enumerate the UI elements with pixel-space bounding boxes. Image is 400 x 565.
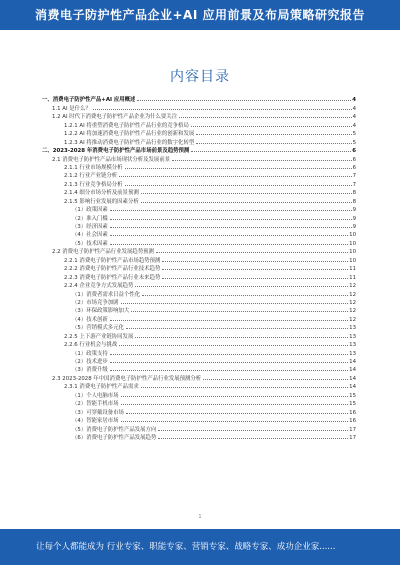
toc-entry-page: 10: [349, 257, 356, 264]
toc-entry[interactable]: [42, 264, 356, 272]
toc-entry[interactable]: [42, 95, 356, 103]
toc-leader-dots: [196, 134, 351, 135]
header-bar: [0, 0, 400, 30]
toc-entry-page: 8: [352, 198, 356, 205]
footer-bar: [0, 529, 400, 565]
toc-entry[interactable]: [42, 407, 356, 415]
toc-entry-label: （5）技术因素: [72, 240, 108, 247]
toc-entry[interactable]: [42, 103, 356, 111]
toc-entry-page: 14: [349, 375, 356, 382]
toc-entry[interactable]: [42, 213, 356, 221]
toc-entry-label: （6）消费电子防护性产品发展趋势: [72, 434, 157, 441]
toc-entry[interactable]: [42, 129, 356, 137]
report-title: 消费电子防护性产品企业+AI 应用前景及布局策略研究报告: [35, 8, 365, 22]
toc-entry-label: 2.2.2 消费电子防护性产品行业技术趋势: [64, 266, 161, 273]
toc-entry-label: （4）社会因素: [72, 232, 108, 239]
toc-entry-page: 13: [349, 342, 356, 349]
toc-entry-label: 2.3.1 消费电子防护性产品需求: [64, 384, 139, 391]
toc-entry-page: 6: [352, 156, 356, 163]
toc-entry-page: 4: [352, 122, 356, 129]
toc-entry-label: 2.2.3 消费电子防护性产品行业未来趋势: [64, 274, 161, 281]
toc-entry-page: 9: [352, 207, 356, 214]
toc-entry-label: 2.2 消费电子防护性产品行业发展趋势预测: [52, 249, 154, 256]
toc-leader-dots: [162, 278, 348, 279]
toc-entry-page: 6: [352, 164, 356, 171]
toc-entry[interactable]: [42, 348, 356, 356]
toc-entry[interactable]: [42, 340, 356, 348]
toc-entry[interactable]: [42, 120, 356, 128]
toc-leader-dots: [110, 244, 348, 245]
toc-entry-page: 12: [349, 283, 356, 290]
toc-leader-dots: [137, 100, 351, 101]
toc-entry-page: 4: [352, 114, 356, 121]
toc-leader-dots: [119, 176, 351, 177]
toc-leader-dots: [141, 202, 352, 203]
toc-entry-page: 17: [349, 434, 356, 441]
toc-entry[interactable]: [42, 196, 356, 204]
toc-leader-dots: [121, 303, 349, 304]
toc-entry-page: 10: [349, 232, 356, 239]
toc-entry[interactable]: [42, 154, 356, 162]
toc-leader-dots: [158, 430, 348, 431]
table-of-contents: [42, 95, 356, 441]
toc-entry[interactable]: [42, 255, 356, 263]
toc-entry-page: 14: [349, 384, 356, 391]
toc-entry-label: 2.1.1 行业市场规模分析: [64, 164, 123, 171]
toc-leader-dots: [172, 160, 351, 161]
toc-entry[interactable]: [42, 424, 356, 432]
toc-entry-label: 2.2.4 企业竞争方式发展趋势: [64, 283, 134, 290]
toc-entry[interactable]: [42, 222, 356, 230]
toc-entry-page: 11: [349, 266, 356, 273]
toc-leader-dots: [135, 286, 348, 287]
footer-slogan: 让每个人都能成为 行业专家、职能专家、营销专家、战略专家、成功企业家......: [36, 542, 336, 552]
toc-entry-page: 17: [349, 426, 356, 433]
toc-entry-label: 2.3 2023-2028 年中国消费电子防护性产品行业发展预测分析: [52, 375, 202, 382]
toc-entry[interactable]: [42, 171, 356, 179]
toc-entry[interactable]: [42, 112, 356, 120]
toc-entry-label: （4）技术创新: [72, 316, 108, 323]
toc-entry-page: 10: [349, 240, 356, 247]
toc-entry-label: 2.1.4 细分市场分析及前景预测: [64, 190, 139, 197]
toc-entry-label: （1）政策支持: [72, 350, 108, 357]
toc-leader-dots: [110, 370, 348, 371]
toc-entry-page: 7: [352, 181, 356, 188]
toc-leader-dots: [141, 193, 352, 194]
toc-entry-page: 13: [349, 325, 356, 332]
toc-entry-label: （3）经济因素: [72, 224, 108, 230]
toc-leader-dots: [119, 345, 348, 346]
toc-entry[interactable]: [42, 146, 356, 154]
toc-entry-label: （5）消费电子防护性产品发展方向: [72, 426, 157, 433]
toc-entry[interactable]: [42, 238, 356, 246]
toc-entry-label: 1.2.3 AI 将推动消费电子防护性产品行业的数字化转型: [64, 139, 195, 146]
toc-entry-page: 16: [349, 418, 356, 425]
toc-entry-label: （2）准入门槛: [72, 215, 108, 222]
toc-leader-dots: [125, 185, 352, 186]
toc-leader-dots: [126, 413, 348, 414]
toc-leader-dots: [110, 362, 348, 363]
toc-entry[interactable]: [42, 137, 356, 145]
toc-entry-label: 2.2.1 消费电子防护性产品市场趋势预测: [64, 257, 161, 264]
toc-entry[interactable]: [42, 331, 356, 339]
toc-entry[interactable]: [42, 357, 356, 365]
toc-entry-label: 2.1 消费电子防护性产品市场现状分析及发展前景: [52, 156, 171, 163]
toc-leader-dots: [158, 438, 348, 439]
toc-entry-page: 7: [352, 173, 356, 180]
page-number: 1: [198, 514, 202, 520]
toc-entry-page: 5: [352, 131, 356, 138]
toc-entry-label: （2）市场竞争加剧: [72, 299, 119, 306]
toc-entry[interactable]: [42, 272, 356, 280]
toc-entry[interactable]: [42, 306, 356, 314]
toc-entry[interactable]: [42, 298, 356, 306]
toc-leader-dots: [191, 151, 351, 152]
toc-leader-dots: [141, 387, 348, 388]
toc-entry[interactable]: [42, 323, 356, 331]
toc-entry[interactable]: [42, 179, 356, 187]
toc-entry-page: 14: [349, 367, 356, 374]
toc-entry[interactable]: [42, 314, 356, 322]
toc-leader-dots: [121, 396, 349, 397]
toc-leader-dots: [135, 337, 348, 338]
toc-leader-dots: [156, 252, 348, 253]
toc-entry-label: （3）环保政策影响加大: [72, 308, 130, 315]
toc-leader-dots: [121, 404, 349, 405]
toc-entry-label: （3）消费升级: [72, 367, 108, 374]
toc-entry[interactable]: [42, 416, 356, 424]
toc-entry-page: 4: [352, 97, 356, 104]
toc-entry-label: （1）政策因素: [72, 207, 108, 214]
toc-entry[interactable]: [42, 163, 356, 171]
toc-entry-page: 11: [349, 274, 356, 281]
toc-entry-label: （1）消费者需求日益个性化: [72, 291, 141, 298]
toc-entry[interactable]: [42, 365, 356, 373]
toc-entry-page: 12: [349, 291, 356, 298]
toc-entry[interactable]: [42, 281, 356, 289]
toc-leader-dots: [191, 126, 352, 127]
toc-leader-dots: [110, 235, 348, 236]
toc-entry-page: 15: [349, 401, 356, 408]
toc-entry-page: 10: [349, 249, 356, 256]
toc-entry-label: 2.1.5 影响行业发展的因素分析: [64, 198, 139, 205]
toc-title: 内容目录: [170, 69, 230, 85]
toc-leader-dots: [162, 269, 348, 270]
toc-entry-label: 2.1.2 行业产业链分析: [64, 173, 118, 180]
toc-leader-dots: [125, 168, 352, 169]
toc-entry-page: 8: [352, 190, 356, 197]
toc-leader-dots: [179, 117, 351, 118]
toc-entry[interactable]: [42, 382, 356, 390]
toc-leader-dots: [162, 261, 348, 262]
toc-entry-page: 6: [352, 148, 356, 155]
toc-leader-dots: [203, 379, 348, 380]
toc-entry-label: 一、消费电子防护性产品+AI 应用概述: [42, 97, 136, 104]
toc-entry-page: 16: [349, 409, 356, 416]
toc-entry-page: 12: [349, 299, 356, 306]
toc-entry[interactable]: [42, 247, 356, 255]
toc-leader-dots: [131, 311, 348, 312]
toc-entry[interactable]: [42, 289, 356, 297]
toc-entry-page: 5: [352, 139, 356, 146]
toc-entry-label: （1）个人电脑市场: [72, 392, 119, 399]
toc-entry-page: 9: [352, 215, 356, 222]
toc-entry-label: （3）可穿戴设备市场: [72, 409, 124, 416]
toc-leader-dots: [110, 354, 348, 355]
toc-entry-label: （4）智能家居市场: [72, 418, 119, 425]
toc-leader-dots: [110, 219, 352, 220]
toc-entry[interactable]: [42, 188, 356, 196]
toc-entry-label: 1.1 AI 是什么？: [52, 105, 91, 112]
toc-leader-dots: [121, 421, 349, 422]
toc-entry-label: 1.2.2 AI 将加速消费电子防护性产品行业的创新和发展: [64, 131, 195, 138]
toc-entry-page: 4: [352, 105, 356, 112]
toc-leader-dots: [110, 227, 352, 228]
toc-entry-page: 13: [349, 333, 356, 340]
toc-entry-label: 1.2.1 AI 将重塑消费电子防护性产品行业的竞争格局: [64, 122, 189, 129]
toc-leader-dots: [93, 109, 352, 110]
toc-entry[interactable]: [42, 205, 356, 213]
toc-entry-page: 13: [349, 350, 356, 357]
toc-leader-dots: [110, 320, 348, 321]
toc-entry[interactable]: [42, 399, 356, 407]
toc-entry-label: 2.1.3 行业竞争格局分析: [64, 181, 123, 188]
toc-leader-dots: [110, 210, 352, 211]
toc-entry-label: 1.2 AI 时代下消费电子防护性产品企业为什么要关注: [52, 114, 178, 121]
toc-entry-label: 2.2.5 上下游产业链协同发展: [64, 333, 134, 340]
toc-leader-dots: [142, 295, 348, 296]
toc-entry-page: 9: [352, 224, 356, 230]
toc-entry[interactable]: [42, 230, 356, 238]
toc-entry-label: 2.2.6 行业机会与挑战: [64, 342, 118, 349]
toc-entry-label: （2）智能手机市场: [72, 401, 119, 408]
toc-entry-page: 12: [349, 308, 356, 315]
toc-entry[interactable]: [42, 390, 356, 398]
toc-entry-page: 14: [349, 359, 356, 365]
toc-entry[interactable]: [42, 433, 356, 441]
toc-entry-page: 12: [349, 316, 356, 323]
toc-entry-label: （5）营销模式多元化: [72, 325, 124, 332]
toc-entry[interactable]: [42, 373, 356, 381]
toc-entry-page: 15: [349, 392, 356, 399]
toc-entry-label: 二、2023-2028 年消费电子防护性产品市场前景及趋势预测: [42, 148, 190, 155]
toc-entry-label: （2）技术进步: [72, 359, 108, 365]
toc-leader-dots: [196, 143, 351, 144]
toc-leader-dots: [126, 328, 348, 329]
